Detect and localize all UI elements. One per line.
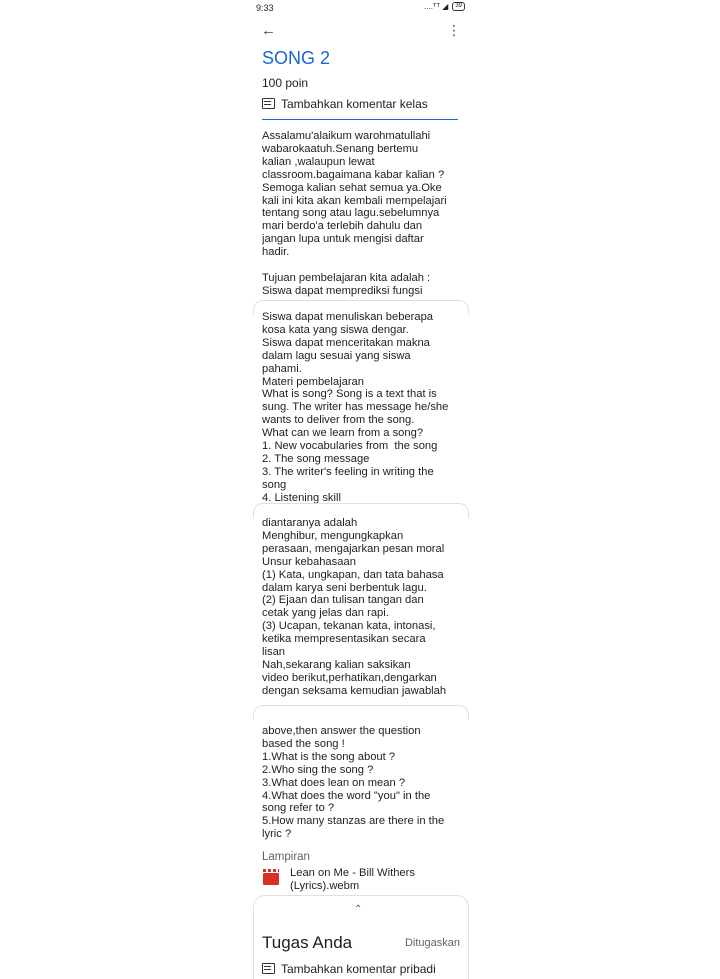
assignment-title: SONG 2 [262, 48, 331, 68]
private-comment-button[interactable] [262, 962, 436, 976]
more-vert-icon[interactable]: ⋮ [447, 22, 461, 38]
comment-icon [262, 963, 275, 974]
chevron-up-icon[interactable]: ⌃ [354, 904, 363, 915]
assignment-status: Ditugaskan [404, 937, 460, 949]
your-work-title: Tugas Anda [262, 933, 353, 952]
video-file-icon [263, 873, 279, 885]
assignment-points: 100 poin [262, 76, 309, 90]
class-comment-button[interactable] [262, 97, 458, 120]
private-comment-label: Tambahkan komentar pribadi [281, 962, 436, 976]
your-work-sheet [253, 895, 469, 979]
back-arrow-icon[interactable]: ← [261, 22, 276, 39]
card-divider [253, 503, 469, 518]
signal-icon: ....ᵀᵀ ◢ [424, 2, 449, 11]
description-text-4: above,then answer the question based the song ! 1.What is the song about ? 2.Who sing the song ? 3.What does lean on mean ? 4.What does the word "you" in the song refer to ? 5.How many stanzas are there in the lyric ? [262, 725, 445, 841]
description-text-1: Assalamu'alaikum warohmatullahi wabarokaatuh.Senang bertemu kalian ,walaupun lewat classroom.bagaimana kabar kalian ? Semoga kalian sehat semua ya.Oke kali ini kita akan kembali mempelajari tentang song atau lagu.sebelumnya mari berdo'a terlebih dahulu dan jangan lupa untuk mengisi daftar hadir. Tujuan pembelajaran kita adalah : Siswa dapat memprediksi fungsi [262, 130, 447, 297]
attachments-label: Lampiran [262, 851, 310, 863]
status-icons [424, 2, 465, 11]
top-bar [253, 20, 467, 44]
attachment-item[interactable] [262, 866, 462, 894]
comment-icon [262, 98, 275, 109]
status-bar [253, 0, 467, 16]
class-comment-label: Tambahkan komentar kelas [281, 97, 428, 111]
description-text-2: Siswa dapat menuliskan beberapa kosa kata yang siswa dengar. Siswa dapat menceritakan makna dalam lagu sesuai yang siswa pahami. Materi pembelajaran What is song? Song is a text that is sung. The writer has message he/she wants to deliver from the song. What can we learn from a song? 1. New vocabularies from the song 2. The song message 3. The writer's feeling in writing the song 4. Listening skill [262, 311, 449, 503]
status-time: 9:33 [256, 3, 274, 13]
description-text-3: diantaranya adalah Menghibur, mengungkapkan perasaan, mengajarkan pesan moral Unsur kebahasaan (1) Kata, ungkapan, dan tata bahasa dalam karya seni berbentuk lagu. (2) Ejaan dan tulisan tangan dan cetak yang jelas dan rapi. (3) Ucapan, tekanan kata, intonasi, ketika mempresentasikan secara lisan Nah,sekarang kalian saksikan video berikut,perhatikan,dengarkan dengan seksama kemudian jawablah [262, 517, 447, 697]
battery-icon: 39 [452, 2, 465, 11]
attachment-file-name: Lean on Me - Bill Withers (Lyrics).webm [290, 867, 415, 892]
card-divider [253, 705, 469, 720]
